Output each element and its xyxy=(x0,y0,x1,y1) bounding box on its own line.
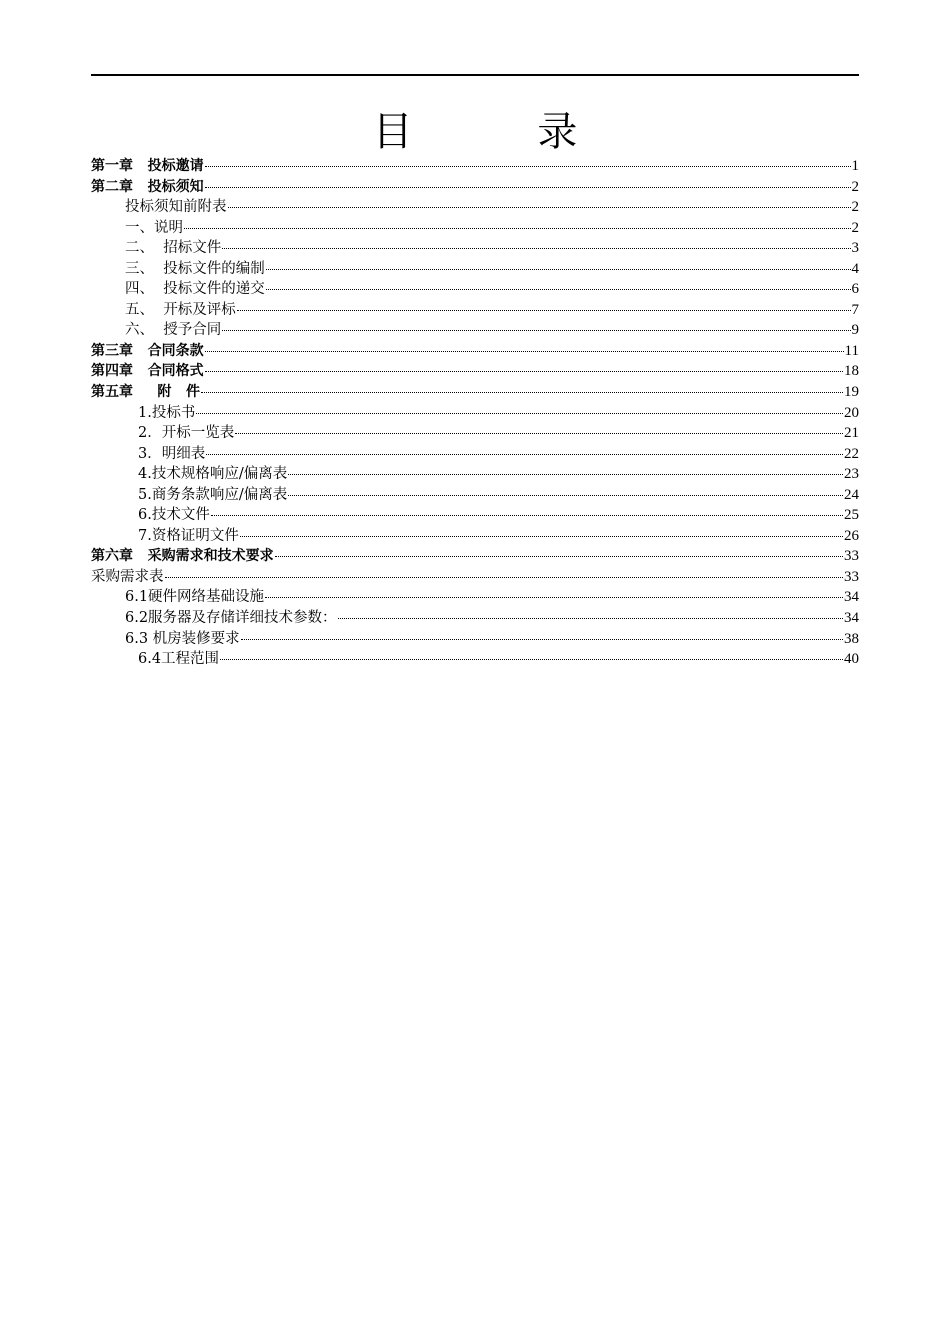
toc-entry-page-number: 2 xyxy=(851,178,859,195)
toc-entry-label: 1.投标书 xyxy=(138,404,196,421)
toc-entry-label: 6.技术文件 xyxy=(138,507,210,524)
toc-entry-label: 5.商务条款响应/偏离表 xyxy=(138,486,288,503)
toc-entry[interactable] xyxy=(91,341,859,362)
toc-entry-page-number: 3 xyxy=(851,240,859,257)
toc-entry-label: 三、 投标文件的编制 xyxy=(125,260,265,277)
dot-leader xyxy=(288,474,843,475)
toc-entry-page-number: 18 xyxy=(844,363,859,380)
toc-entry-label: 采购需求表 xyxy=(91,568,164,585)
dot-leader xyxy=(205,371,843,372)
toc-entry[interactable] xyxy=(91,300,859,321)
dot-leader xyxy=(165,577,844,578)
toc-entry[interactable] xyxy=(91,218,859,239)
dot-leader xyxy=(228,207,851,208)
toc-entry-page-number: 33 xyxy=(844,568,859,585)
toc-entry-label: 投标须知前附表 xyxy=(125,199,227,216)
toc-entry-label: 一、说明 xyxy=(125,219,183,236)
dot-leader xyxy=(220,659,843,660)
dot-leader xyxy=(241,639,843,640)
toc-entry-page-number: 26 xyxy=(844,527,859,544)
dot-leader xyxy=(235,433,843,434)
toc-entry[interactable] xyxy=(91,546,859,567)
toc-entry-page-number: 20 xyxy=(844,404,859,421)
dot-leader xyxy=(222,330,850,331)
toc-entry-label: 第一章 投标邀请 xyxy=(91,158,204,174)
header-rule xyxy=(91,74,859,76)
toc-entry[interactable] xyxy=(91,505,859,526)
toc-entry-page-number: 38 xyxy=(844,630,859,647)
dot-leader xyxy=(201,392,843,393)
toc-entry[interactable] xyxy=(91,649,859,670)
toc-entry[interactable] xyxy=(91,464,859,485)
toc-entry[interactable] xyxy=(91,485,859,506)
toc-entry-label: 4.技术规格响应/偏离表 xyxy=(138,466,288,483)
dot-leader xyxy=(338,618,843,619)
toc-entry[interactable] xyxy=(91,567,859,588)
dot-leader xyxy=(196,413,843,414)
toc-entry-label: 第四章 合同格式 xyxy=(91,363,204,380)
table-of-contents xyxy=(91,156,859,670)
toc-entry[interactable] xyxy=(91,444,859,465)
toc-entry-page-number: 34 xyxy=(844,610,859,627)
toc-entry-label: 第五章 附 件 xyxy=(91,384,200,401)
toc-entry-page-number: 34 xyxy=(844,589,859,606)
toc-entry-page-number: 6 xyxy=(851,281,859,298)
toc-entry-page-number: 21 xyxy=(844,425,859,442)
toc-entry-page-number: 2 xyxy=(851,199,859,216)
toc-entry[interactable] xyxy=(91,238,859,259)
toc-title: 目 录 xyxy=(372,109,634,155)
toc-entry-page-number: 2 xyxy=(851,219,859,236)
dot-leader xyxy=(205,166,851,167)
toc-entry[interactable] xyxy=(91,608,859,629)
toc-entry[interactable] xyxy=(91,177,859,198)
toc-entry[interactable] xyxy=(91,279,859,300)
dot-leader xyxy=(240,536,843,537)
dot-leader xyxy=(265,597,843,598)
toc-entry-label: 7.资格证明文件 xyxy=(138,527,239,544)
toc-entry-page-number: 33 xyxy=(844,548,859,565)
toc-entry-page-number: 25 xyxy=(844,507,859,524)
toc-entry-label: 6.3 机房装修要求 xyxy=(125,630,240,647)
toc-entry-label: 二、 招标文件 xyxy=(125,240,222,257)
toc-entry-page-number: 7 xyxy=(851,301,859,318)
dot-leader xyxy=(211,515,843,516)
toc-entry-label: 六、 授予合同 xyxy=(125,322,222,339)
dot-leader xyxy=(266,289,851,290)
toc-entry[interactable] xyxy=(91,156,859,177)
dot-leader xyxy=(206,454,843,455)
toc-entry-label: 6.4工程范围 xyxy=(138,651,220,668)
toc-entry-label: 第三章 合同条款 xyxy=(91,342,204,359)
toc-entry-label: 四、 投标文件的递交 xyxy=(125,281,265,298)
dot-leader xyxy=(222,248,850,249)
dot-leader xyxy=(275,556,843,557)
toc-entry-page-number: 4 xyxy=(851,260,859,277)
toc-entry[interactable] xyxy=(91,361,859,382)
toc-entry[interactable] xyxy=(91,197,859,218)
toc-entry-page-number: 19 xyxy=(844,384,859,401)
toc-entry-label: 五、 开标及评标 xyxy=(125,301,236,318)
toc-entry-page-number: 22 xyxy=(844,445,859,462)
dot-leader xyxy=(184,228,851,229)
toc-entry[interactable] xyxy=(91,320,859,341)
toc-entry[interactable] xyxy=(91,629,859,650)
toc-entry[interactable] xyxy=(91,403,859,424)
dot-leader xyxy=(266,269,851,270)
toc-entry[interactable] xyxy=(91,259,859,280)
toc-entry-page-number: 1 xyxy=(851,158,859,174)
dot-leader xyxy=(205,187,851,188)
dot-leader xyxy=(205,351,844,352)
toc-entry-page-number: 24 xyxy=(844,486,859,503)
toc-entry-label: 第六章 采购需求和技术要求 xyxy=(91,548,274,565)
toc-entry[interactable] xyxy=(91,423,859,444)
toc-entry-label: 6.2服务器及存储详细技术参数： xyxy=(125,610,337,627)
toc-entry-page-number: 23 xyxy=(844,466,859,483)
toc-entry-label: 2．开标一览表 xyxy=(138,425,235,442)
toc-entry[interactable] xyxy=(91,382,859,403)
toc-entry-label: 3．明细表 xyxy=(138,445,206,462)
toc-entry-page-number: 11 xyxy=(844,342,859,359)
dot-leader xyxy=(288,495,843,496)
toc-entry[interactable] xyxy=(91,526,859,547)
toc-entry-label: 第二章 投标须知 xyxy=(91,178,204,195)
toc-entry[interactable] xyxy=(91,587,859,608)
toc-entry-label: 6.1硬件网络基础设施 xyxy=(125,589,265,606)
toc-entry-page-number: 9 xyxy=(851,322,859,339)
dot-leader xyxy=(237,310,851,311)
toc-entry-page-number: 40 xyxy=(844,651,859,668)
